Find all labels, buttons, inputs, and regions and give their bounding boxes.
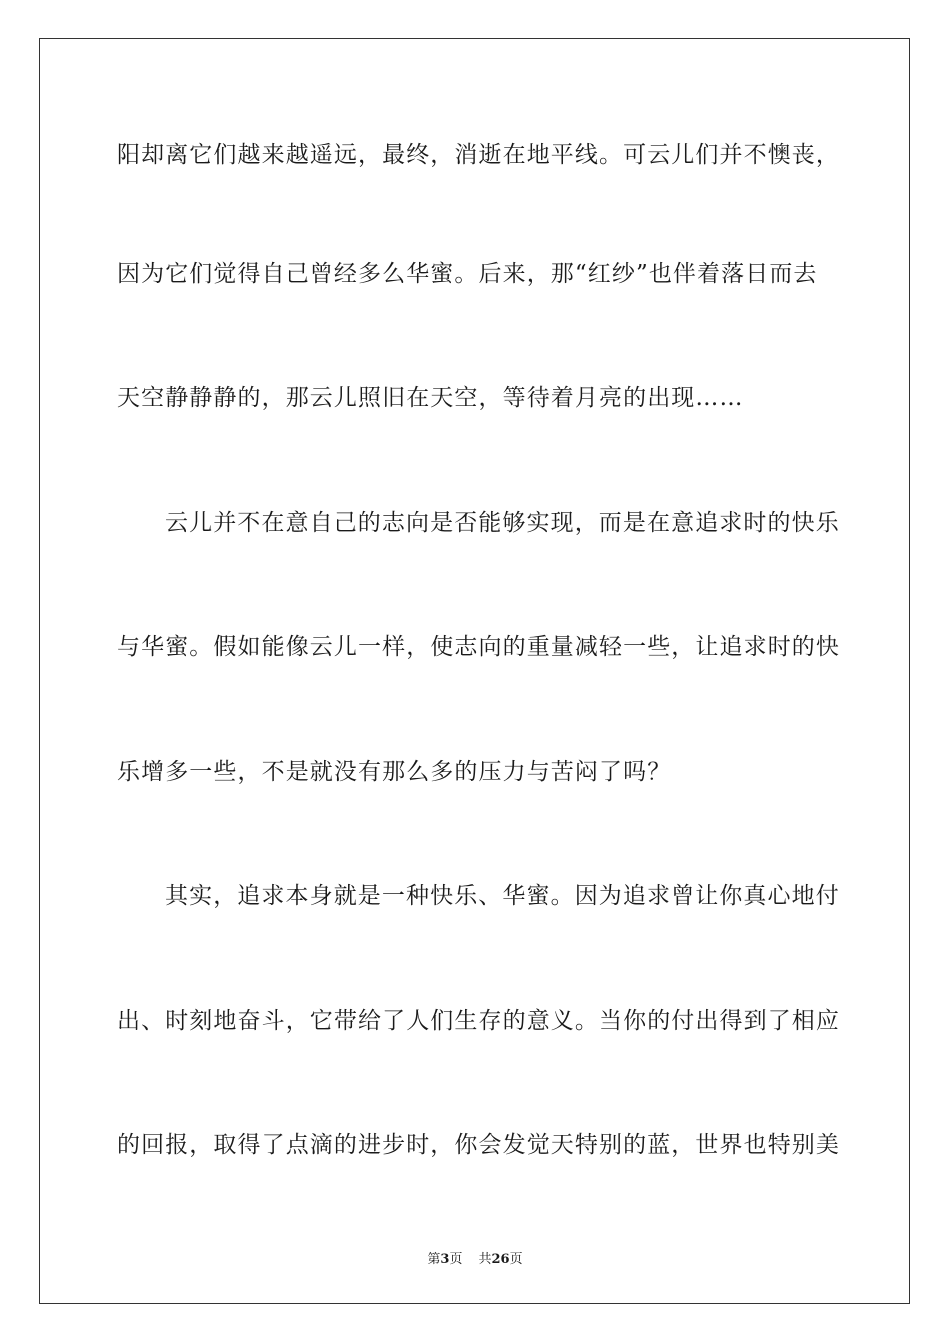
text-line-6: 乐增多一些，不是就没有那么多的压力与苦闷了吗？ [117,759,672,785]
total-prefix: 共 [478,1252,492,1267]
text-line-1: 阳却离它们越来越遥远，最终，消逝在地平线。可云儿们并不懊丧， [117,142,840,168]
text-line-5: 与华蜜。假如能像云儿一样，使志向的重量减轻一些，让追求时的快 [117,634,840,660]
page-prefix: 第 [427,1252,441,1267]
page-suffix: 页 [449,1252,463,1267]
page-footer [0,1248,950,1267]
text-line-7: 其实，追求本身就是一种快乐、华蜜。因为追求曾让你真心地付 [165,883,840,909]
page-border [39,38,910,1304]
text-line-3: 天空静静静的，那云儿照旧在天空，等待着月亮的出现…… [117,385,744,411]
total-pages: 26 [491,1252,510,1267]
text-line-8: 出、时刻地奋斗，它带给了人们生存的意义。当你的付出得到了相应 [117,1008,840,1034]
total-suffix: 页 [509,1252,523,1267]
text-line-9: 的回报，取得了点滴的进步时，你会发觉天特别的蓝，世界也特别美 [117,1132,840,1158]
text-line-4: 云儿并不在意自己的志向是否能够实现，而是在意追求时的快乐 [165,510,840,536]
text-line-2: 因为它们觉得自己曾经多么华蜜。后来，那“红纱”也伴着落日而去 [117,261,818,287]
page-number: 3 [440,1252,450,1267]
